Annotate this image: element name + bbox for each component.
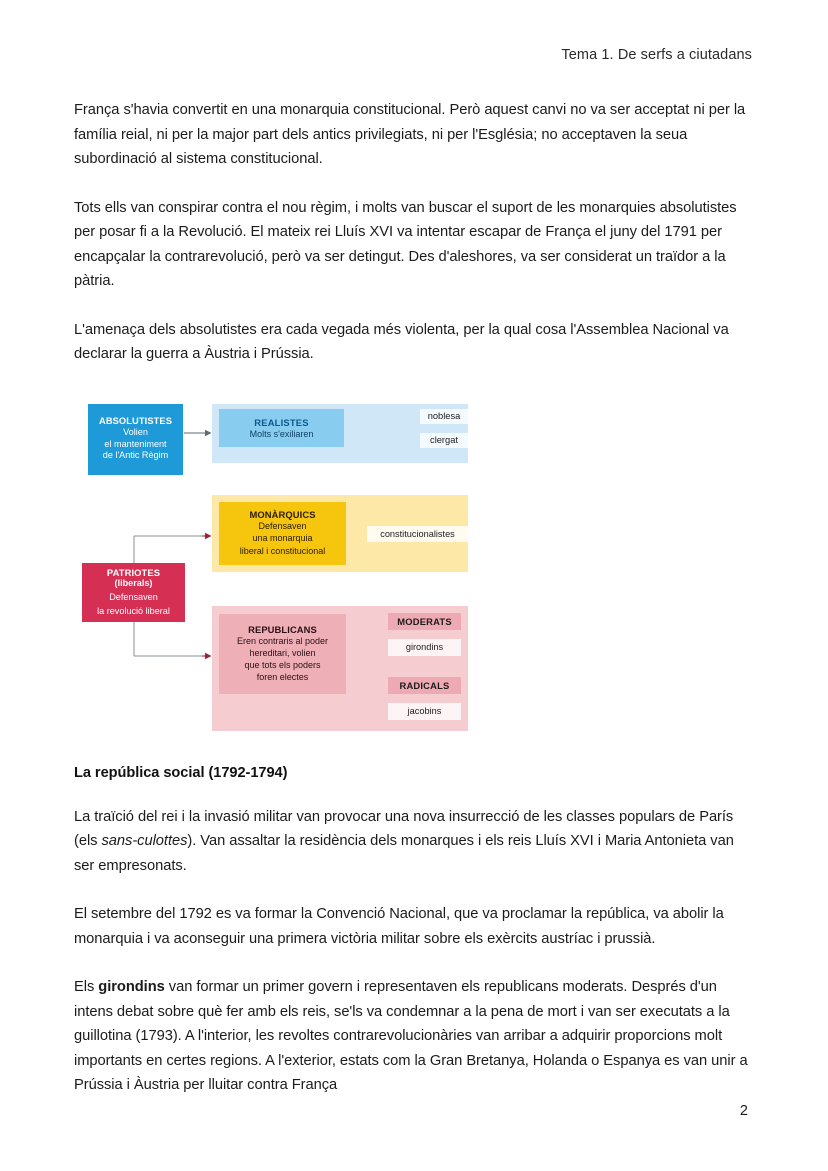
patriotes-subtitle: (liberals) xyxy=(114,577,153,588)
paragraph-2: Tots ells van conspirar contra el nou règim, i molts van buscar el suport de les monarquies absolutistes per posar fi a la Revolució. El mateix rei Lluís XVI va intentar escapar de França el juny del 1791 per encapçalar la contrarevolució, però va ser detingut. Des d'aleshores, va ser considerat un traïdor a la pàtria. xyxy=(74,199,737,289)
diagram-box-monarquics xyxy=(219,502,346,565)
absolutistes-line-2: el manteniment xyxy=(104,438,167,449)
diagram-label-girondins: girondins xyxy=(388,639,461,656)
paragraph-6-part-a: Els xyxy=(74,979,99,995)
section-subheading: La república social (1792-1794) xyxy=(74,764,288,781)
paragraph-5: El setembre del 1792 es va formar la Convenció Nacional, que va proclamar la república, va abolir la monarquia i va aconseguir una primera victòria militar sobre els exèrcits austríac i prussià. xyxy=(74,906,724,947)
paragraph-3: L'amenaça dels absolutistes era cada vegada més violenta, per la qual cosa l'Assemblea Nacional va declarar la guerra a Àustria i Prússia. xyxy=(74,321,729,362)
patriotes-line-2: la revolució liberal xyxy=(97,606,170,616)
absolutistes-line-3: de l'Antic Règim xyxy=(102,450,169,461)
paragraph-4 xyxy=(74,805,754,879)
page-header: Tema 1. De serfs a ciutadans xyxy=(561,47,752,63)
paragraph-6 xyxy=(74,975,754,1098)
republicans-line-4: foren electes xyxy=(256,672,309,683)
patriotes-line-1: Defensaven xyxy=(109,591,158,602)
diagram-box-republicans xyxy=(219,614,346,694)
diagram-label-noblesa: noblesa xyxy=(420,409,468,424)
republicans-line-3: que tots els poders xyxy=(244,660,321,670)
paragraph-4-part-b: ). Van assaltar la residència dels monarques i els reis Lluís XVI i Maria Antonieta van ser empresonats. xyxy=(74,833,734,874)
paragraph-6-part-b: van formar un primer govern i representaven els republicans moderats. Després d'un intens debat sobre què fer amb els reis, se'ls va condemnar a la pena de mort i van ser executats a la guillotina (1793). A l'interior, les revoltes contrarevolucionàries van arribar a adquirir proporcions molt importants en certes regions. A l'exterior, estats com la Gran Bretanya, Holanda o Espanya es van unir a Prússia i Àustria per lluitar contra França xyxy=(74,979,748,1093)
paragraph-4-part-a: La traïció del rei i la invasió militar van provocar una nova insurrecció de les classes populars de París (els xyxy=(74,808,734,849)
republicans-title: REPUBLICANS xyxy=(248,623,317,635)
diagram-label-constitucionalistes: constitucionalistes xyxy=(367,526,468,542)
diagram-label-clergat: clergat xyxy=(420,433,468,448)
paragraph-4-italic: sans-culottes xyxy=(101,833,188,849)
diagram-label-moderats: MODERATS xyxy=(388,613,461,630)
document-content xyxy=(74,98,754,1098)
paragraph-1: França s'havia convertit en una monarquia constitucional. Però aquest canvi no va ser acceptat ni per la família reial, ni per la major part dels antics privilegiats, ni per l'Església; no acceptaven la seua subordinació al sistema constitucional. xyxy=(74,102,746,167)
diagram-box-absolutistes xyxy=(88,404,183,475)
diagram-label-radicals: RADICALS xyxy=(388,677,461,694)
diagram-box-patriotes xyxy=(82,563,185,622)
realistes-title: REALISTES xyxy=(254,416,309,428)
republicans-line-2: hereditari, volien xyxy=(249,647,316,658)
monarquics-title: MONÀRQUICS xyxy=(249,509,316,521)
diagram-box-realistes xyxy=(219,409,344,447)
page-number: 2 xyxy=(739,1103,748,1119)
paragraph-6-bold: girondins xyxy=(98,979,165,995)
republicans-line-1: Eren contraris al poder xyxy=(236,635,329,646)
diagram-label-jacobins: jacobins xyxy=(388,703,461,720)
monarquics-line-3: liberal i constitucional xyxy=(239,545,326,556)
absolutistes-line-1: Volien xyxy=(123,427,148,438)
realistes-subtitle: Molts s'exiliaren xyxy=(249,428,314,439)
political-factions-diagram xyxy=(78,391,478,737)
absolutistes-title: ABSOLUTISTES xyxy=(99,416,172,427)
patriotes-title: PATRIOTES xyxy=(106,566,161,578)
monarquics-line-2: una monarquia xyxy=(252,533,313,544)
monarquics-line-1: Defensaven xyxy=(258,521,307,532)
